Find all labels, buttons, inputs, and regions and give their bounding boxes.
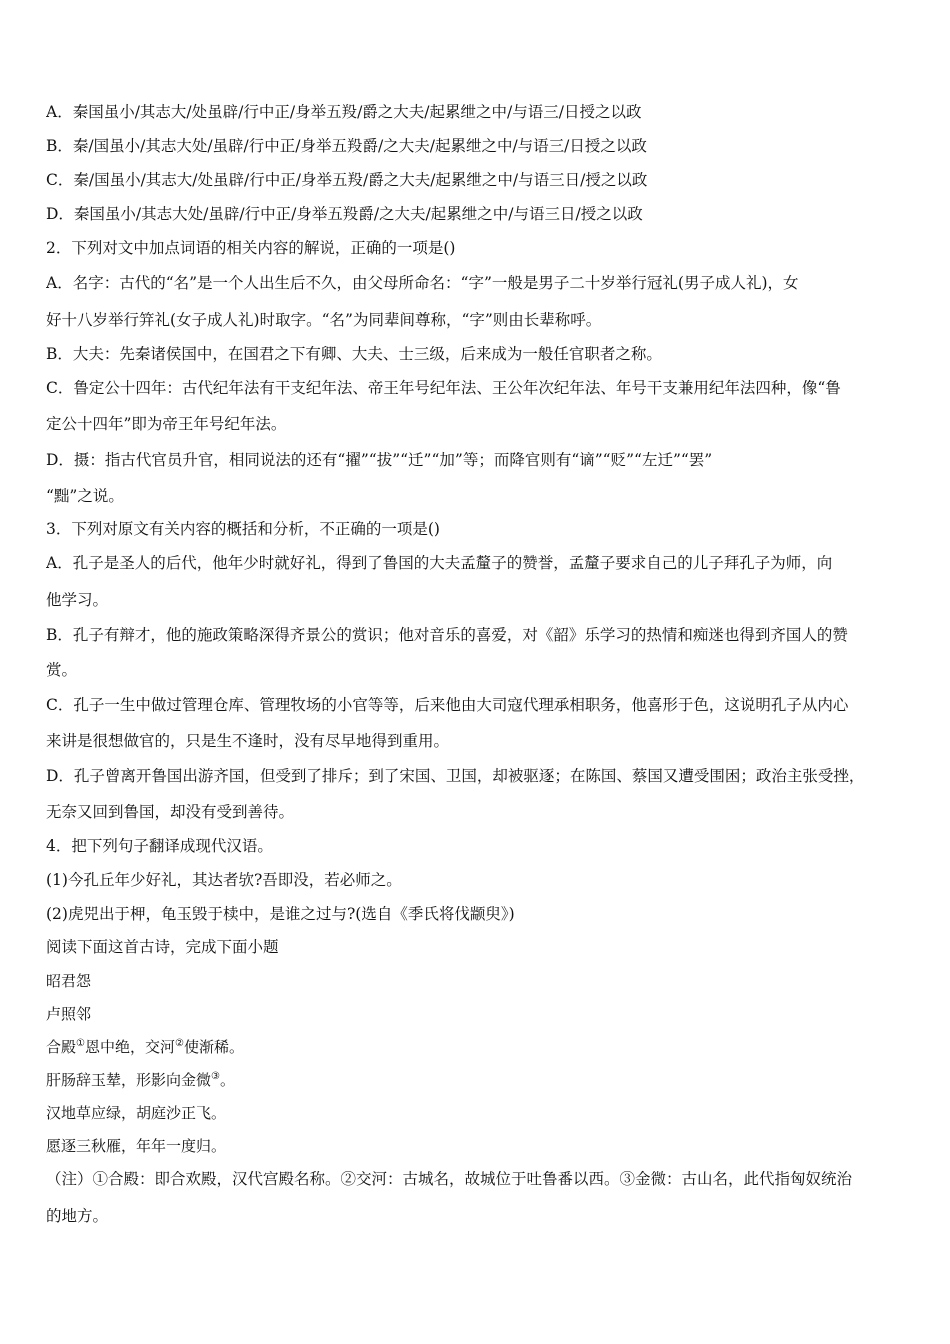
poem-line-2-part-a: 肝肠辞玉辇，形影向金微 xyxy=(46,1071,212,1089)
q3-option-a-line2: 他学习。 xyxy=(46,591,109,609)
poem-line-1-part-a: 合殿 xyxy=(46,1038,77,1056)
q3-option-c-line1: C．孔子一生中做过管理仓库、管理牧场的小官等等，后来他由大司寇代理承相职务，他喜形于色，这说明孔子从内心 xyxy=(46,696,849,714)
footnote-marker-1: ① xyxy=(76,1038,85,1049)
q3-stem: 3．下列对原文有关内容的概括和分析，不正确的一项是() xyxy=(46,520,440,538)
poem-line-2-part-b: 。 xyxy=(219,1071,235,1089)
footnote-marker-2: ② xyxy=(175,1038,184,1049)
poem-notes-line2: 的地方。 xyxy=(46,1207,109,1225)
poem-author: 卢照邻 xyxy=(46,1005,92,1023)
q2-option-d-line2: “黜”之说。 xyxy=(46,487,124,505)
q1-option-a: A．秦国虽小/其志大/处虽辟/行中正/身举五羖/爵之大夫/起累绁之中/与语三/日授之以政 xyxy=(46,103,642,121)
q2-option-c-line2: 定公十四年”即为帝王年号纪年法。 xyxy=(46,415,287,433)
q3-option-c-line2: 来讲是很想做官的，只是生不逢时，没有尽早地得到重用。 xyxy=(46,732,450,750)
q1-option-c: C．秦/国虽小/其志大/处虽辟/行中正/身举五羖/爵之大夫/起累绁之中/与语三日/授之以政 xyxy=(46,171,648,189)
q1-option-b: B．秦/国虽小/其志大处/虽辟/行中正/身举五羖爵/之大夫/起累绁之中/与语三/日授之以政 xyxy=(46,137,647,155)
q3-option-d-line1: D．孔子曾离开鲁国出游齐国，但受到了排斥；到了宋国、卫国，却被驱逐；在陈国、蔡国又遭受围困；政治主张受挫， xyxy=(46,767,865,785)
q2-option-b: B．大夫：先秦诸侯国中，在国君之下有卿、大夫、士三级，后来成为一般任官职者之称。 xyxy=(46,345,662,363)
q4-sentence-1: (1)今孔丘年少好礼，其达者欤?吾即没，若必师之。 xyxy=(46,871,402,889)
q1-option-d: D．秦国虽小/其志大处/虽辟/行中正/身举五羖爵/之大夫/起累绁之中/与语三日/授之以政 xyxy=(46,205,643,223)
poem-line-4: 愿逐三秋雁，年年一度归。 xyxy=(46,1137,227,1155)
poem-line-2 xyxy=(46,1070,912,1090)
poem-line-3: 汉地草应绿，胡庭沙正飞。 xyxy=(46,1104,227,1122)
q2-option-d-line1: D．摄：指古代官员升官，相同说法的还有“擢”“拔”“迁”“加”等；而降官则有“谪”“贬”“左迁”“罢” xyxy=(46,451,713,469)
poem-line-1-part-c: 使渐稀。 xyxy=(183,1038,244,1056)
q3-option-d-line2: 无奈又回到鲁国，却没有受到善待。 xyxy=(46,803,295,821)
footnote-marker-3: ③ xyxy=(211,1071,220,1082)
poem-title: 昭君怨 xyxy=(46,972,92,990)
poem-line-1 xyxy=(46,1037,912,1057)
q2-option-a-line1: A．名字：古代的“名”是一个人出生后不久，由父母所命名：“字”一般是男子二十岁举行冠礼(男子成人礼)，女 xyxy=(46,274,799,292)
q3-option-b-line2: 赏。 xyxy=(46,661,78,679)
q2-stem: 2．下列对文中加点词语的相关内容的解说，正确的一项是() xyxy=(46,239,456,257)
poem-notes-line1: （注）①合殿：即合欢殿，汉代宫殿名称。②交河：古城名，故城位于吐鲁番以西。③金微：古山名，此代指匈奴统治 xyxy=(46,1170,853,1188)
q4-sentence-2: (2)虎兕出于柙，龟玉毁于椟中，是谁之过与?(选自《季氏将伐颛臾》) xyxy=(46,905,515,923)
q4-stem: 4．把下列句子翻译成现代汉语。 xyxy=(46,837,273,855)
q3-option-b-line1: B．孔子有辩才，他的施政策略深得齐景公的赏识；他对音乐的喜爱，对《韶》乐学习的热情和痴迷也得到齐国人的赞 xyxy=(46,626,848,644)
q2-option-a-line2: 好十八岁举行笄礼(女子成人礼)时取字。“名”为同辈间尊称，“字”则由长辈称呼。 xyxy=(46,311,602,329)
poem-line-1-part-b: 恩中绝，交河 xyxy=(84,1038,175,1056)
poem-intro: 阅读下面这首古诗，完成下面小题 xyxy=(46,938,279,956)
q3-option-a-line1: A．孔子是圣人的后代，他年少时就好礼，得到了鲁国的大夫孟釐子的赞誉，孟釐子要求自己的儿子拜孔子为师，向 xyxy=(46,554,833,572)
q2-option-c-line1: C．鲁定公十四年：古代纪年法有干支纪年法、帝王年号纪年法、王公年次纪年法、年号干支兼用纪年法四种，像“鲁 xyxy=(46,379,841,397)
